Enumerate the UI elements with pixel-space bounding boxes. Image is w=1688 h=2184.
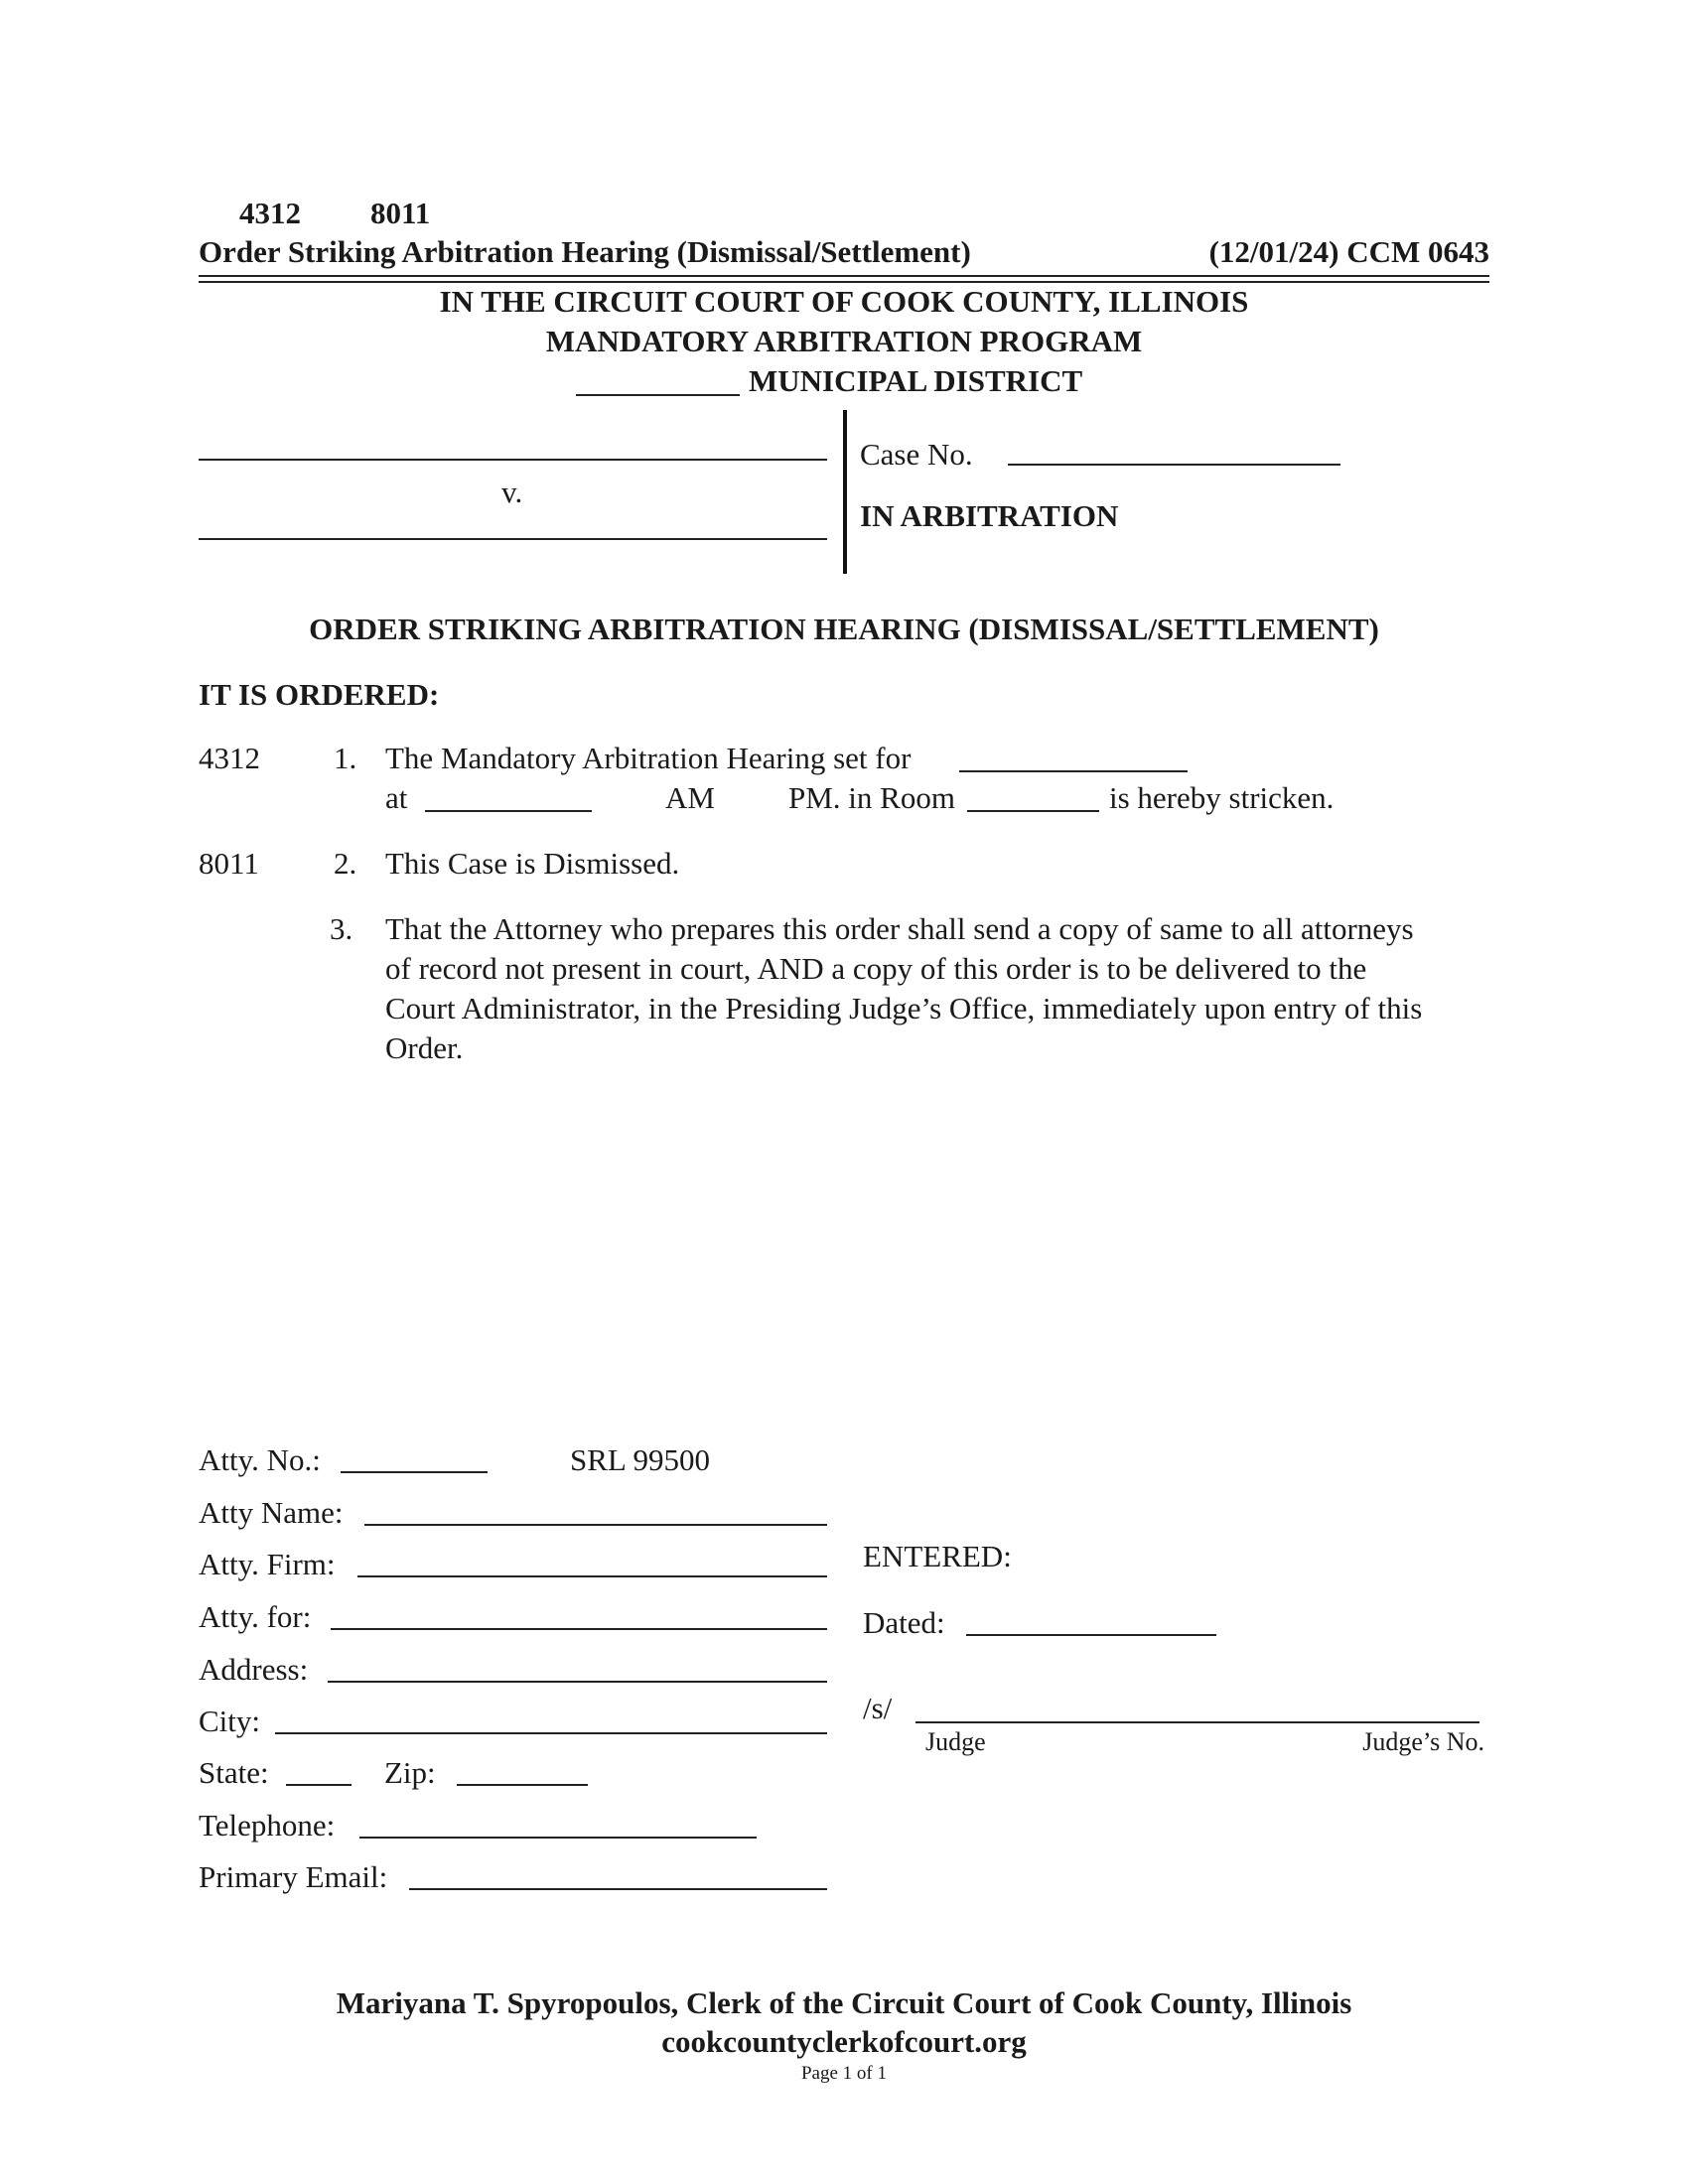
item1-am: AM [665,780,715,815]
state-label: State: [199,1755,269,1790]
judge-no-label: Judge’s No. [1362,1727,1484,1756]
form-title: Order Striking Arbitration Hearing (Dismissal/Settlement) [199,234,971,269]
court-name: IN THE CIRCUIT COURT OF COOK COUNTY, ILLINOIS [439,284,1249,319]
versus-label: v. [501,475,523,509]
telephone-field[interactable] [359,1837,757,1839]
form-code-b: 8011 [370,196,431,230]
item1-text: The Mandatory Arbitration Hearing set for [385,741,912,775]
atty-name-label: Atty Name: [199,1495,344,1530]
item1-number: 1. [334,741,357,775]
item2-number: 2. [334,846,357,881]
zip-label: Zip: [384,1755,436,1790]
address-label: Address: [199,1652,309,1687]
item1-code: 4312 [199,741,260,775]
signature-prefix: /s/ [863,1691,893,1725]
item2-code: 8011 [199,846,259,881]
atty-for-label: Atty. for: [199,1599,312,1634]
entered-label: ENTERED: [863,1539,1012,1573]
email-field[interactable] [409,1888,827,1890]
item3-line3: Court Administrator, in the Presiding Judge’s Office, immediately upon entry of this [385,991,1423,1025]
case-no-label: Case No. [860,437,973,472]
dated-field[interactable] [966,1634,1216,1636]
item3-line4: Order. [385,1030,464,1065]
judge-signature-line[interactable] [915,1721,1479,1723]
program-name: MANDATORY ARBITRATION PROGRAM [545,324,1143,358]
atty-firm-field[interactable] [357,1575,827,1577]
hearing-date-field[interactable] [959,770,1188,772]
atty-for-field[interactable] [331,1628,827,1630]
district-label: MUNICIPAL DISTRICT [749,363,1083,398]
header-rule-top [199,275,1489,277]
email-label: Primary Email: [199,1859,388,1894]
defendant-line[interactable] [199,538,827,540]
srl-number: SRL 99500 [570,1442,710,1477]
atty-no-label: Atty. No.: [199,1442,321,1477]
clerk-name: Mariyana T. Spyropoulos, Clerk of the Circuit Court of Cook County, Illinois [336,1985,1352,2020]
atty-firm-label: Atty. Firm: [199,1547,336,1581]
item1-pm-room: PM. in Room [788,780,955,815]
telephone-label: Telephone: [199,1808,336,1843]
item3-line1: That the Attorney who prepares this order shall send a copy of same to all attorneys [385,911,1414,946]
dated-label: Dated: [863,1605,945,1640]
header-rule-bottom [199,281,1489,283]
item3-number: 3. [330,911,353,946]
city-label: City: [199,1704,261,1738]
form-id: (12/01/24) CCM 0643 [1208,234,1489,269]
in-arbitration-label: IN ARBITRATION [860,498,1119,533]
form-code-a: 4312 [239,196,301,230]
zip-field[interactable] [457,1784,588,1786]
address-field[interactable] [328,1681,827,1683]
item3-line2: of record not present in court, AND a copy of this order is to be delivered to the [385,951,1367,986]
judge-label: Judge [925,1727,986,1756]
it-is-ordered: IT IS ORDERED: [199,677,440,712]
clerk-website[interactable]: cookcountyclerkofcourt.org [661,2024,1027,2059]
case-no-field[interactable] [1008,464,1340,466]
order-title: ORDER STRIKING ARBITRATION HEARING (DISMISSAL/SETTLEMENT) [309,612,1379,646]
atty-name-field[interactable] [364,1524,827,1526]
page-number: Page 1 of 1 [800,2063,887,2084]
room-field[interactable] [967,810,1099,812]
district-blank[interactable] [576,394,740,396]
plaintiff-line[interactable] [199,459,827,461]
item1-at: at [385,780,408,815]
city-field[interactable] [275,1732,827,1734]
atty-no-field[interactable] [341,1471,488,1473]
state-field[interactable] [286,1784,352,1786]
caption-divider [843,410,847,574]
hearing-time-field[interactable] [425,810,592,812]
item2-text: This Case is Dismissed. [385,846,680,881]
item1-stricken: is hereby stricken. [1109,780,1335,815]
